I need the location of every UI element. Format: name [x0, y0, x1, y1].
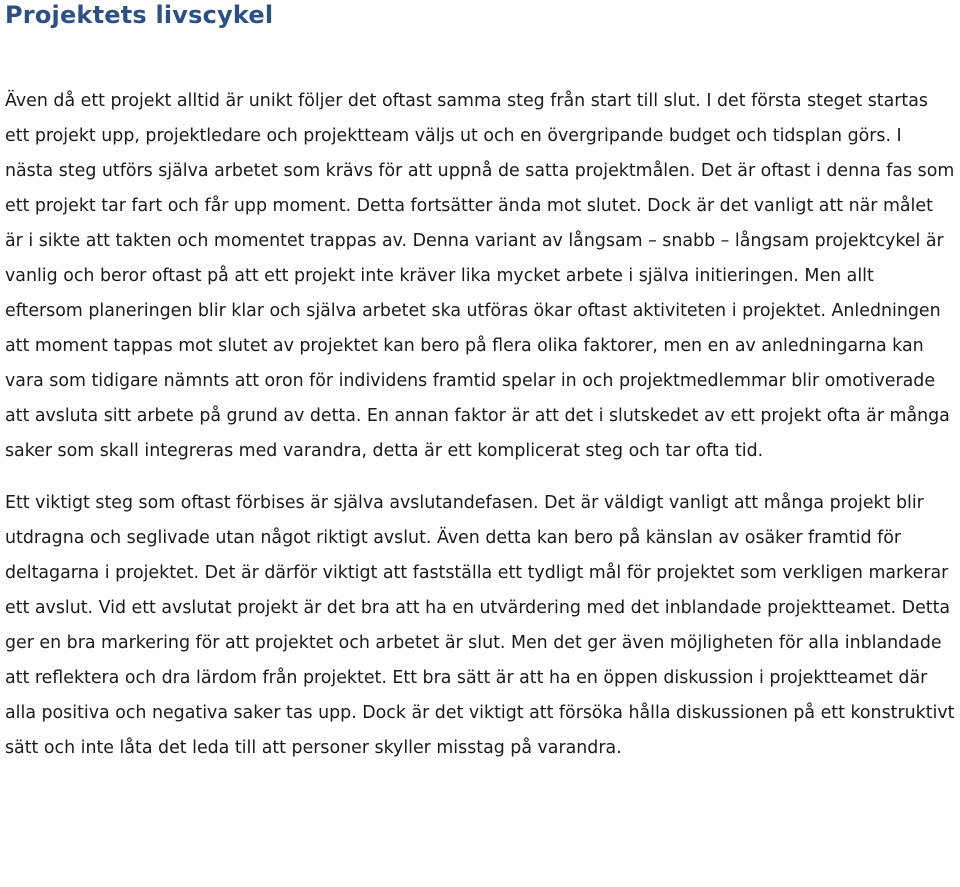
paragraph-project-lifecycle: Även då ett projekt alltid är unikt följer det oftast samma steg från start till slut. I det första steget startas ett projekt upp, projektledare och projektteam väljs ut och en övergripande budget och tidsplan görs. I nästa steg utförs själva arbetet som krävs för att uppnå de satta projektmålen. Det är oftast i denna fas som ett projekt tar fart och får upp moment. Detta fortsätter ända mot slutet. Dock är det vanligt att när målet är i sikte att takten och momentet trappas av. Denna variant av långsam – snabb – långsam projektcykel är vanlig och beror oftast på att ett projekt inte kräver lika mycket arbete i själva initieringen. Men allt eftersom planeringen blir klar och själva arbetet ska utföras ökar oftast aktiviteten i projektet. Anledningen att moment tappas mot slutet av projektet kan bero på flera olika faktorer, men en av anledningarna kan vara som tidigare nämnts att oron för individens framtid spelar in och projektmedlemmar blir omotiverade att avsluta sitt arbete på grund av detta. En annan faktor är att det i slutskedet av ett projekt ofta är många saker som skall integreras med varandra, detta är ett komplicerat steg och tar ofta tid. [5, 91, 955, 461]
paragraph-project-closure: Ett viktigt steg som oftast förbises är själva avslutandefasen. Det är väldigt vanligt att många projekt blir utdragna och seglivade utan något riktigt avslut. Även detta kan bero på känslan av osäker framtid för deltagarna i projektet. Det är därför viktigt att fastställa ett tydligt mål för projektet som verkligen markerar ett avslut. Vid ett avslutat projekt är det bra att ha en utvärdering med det inblandade projektteamet. Detta ger en bra markering för att projektet och arbetet är slut. Men det ger även möjligheten för alla inblandade att reflektera och dra lärdom från projektet. Ett bra sätt är att ha en öppen diskussion i projektteamet där alla positiva och negativa saker tas upp. Dock är det viktigt att försöka hålla diskussionen på ett konstruktivt sätt och inte låta det leda till att personer skyller misstag på varandra. [5, 493, 955, 758]
document-page [5, 0, 955, 766]
document-heading: Projektets livscykel [5, 1, 274, 29]
